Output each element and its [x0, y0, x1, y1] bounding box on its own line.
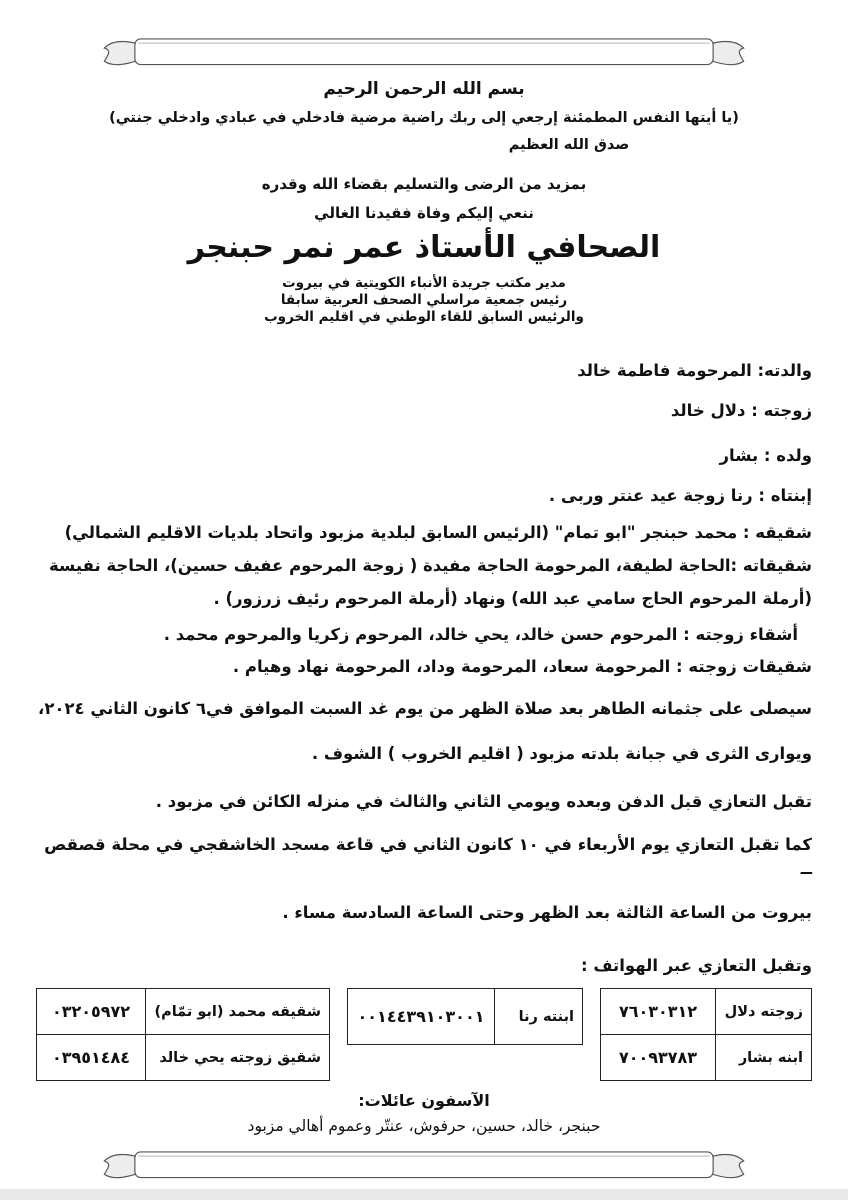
condolences-mosque-line-2: بيروت من الساعة الثالثة بعد الظهر وحتى الساعة السادسة مساء .	[282, 903, 812, 922]
sisters-line-2: (أرملة المرحوم الحاج سامي عبد الله) ونهاد (أرملة المرحوم رئيف زرزور) .	[213, 589, 812, 608]
deceased-title-2: رئيس جمعية مراسلي الصحف العربية سابقا	[280, 292, 568, 308]
sadaqa-line: صدق الله العظيم	[508, 137, 630, 153]
wife-brothers-line: أشقاء زوجته : المرحوم حسن خالد، يحي خالد، المرحوم زكريا والمرحوم محمد .	[163, 625, 798, 644]
funeral-prayer-line-2: ويوارى الثرى في جبانة بلدته مزبود ( اقليم الخروب ) الشوف .	[311, 744, 812, 763]
table-row	[37, 989, 330, 1035]
sisters-line-1: شقيقاته :الحاجة لطيفة، المرحومة الحاجة مفيدة ( زوجة المرحوم عفيف حسين)، الحاجة نفيسة	[49, 556, 812, 575]
families-heading: الآسفون عائلات:	[358, 1091, 490, 1110]
phone-label: ابنه بشار	[716, 1035, 812, 1081]
quran-verse-line: (يا أيتها النفس المطمئنة إرجعي إلى ربك راضية مرضية فادخلي في عبادي وادخلي جنتي)	[109, 110, 739, 126]
phone-tables-row	[36, 988, 812, 1081]
scroll-banner-icon	[34, 1147, 814, 1185]
phones-heading: وتقبل التعازي عبر الهواتف :	[581, 956, 812, 975]
phone-table-brother	[36, 988, 330, 1081]
mother-line: والدته: المرحومة فاطمة خالد	[577, 361, 812, 380]
table-row	[348, 989, 583, 1045]
phone-number: ٠٣٩٥١٤٨٤	[37, 1035, 146, 1081]
basmala-line: بسم الله الرحمن الرحيم	[323, 79, 525, 99]
phone-number: ٧٦٠٣٠٣١٢	[601, 989, 716, 1035]
phone-label: شقيقه محمد (ابو تمّام)	[146, 989, 330, 1035]
phone-label: شقيق زوجته يحي خالد	[146, 1035, 330, 1081]
condolence-intro-line-1: بمزيد من الرضى والتسليم بقضاء الله وقدره	[261, 175, 587, 193]
table-row	[601, 989, 812, 1035]
scroll-banner-bottom	[0, 1147, 848, 1189]
deceased-title-1: مدير مكتب جريدة الأنباء الكويتية في بيروت	[282, 275, 566, 291]
scroll-banner-top	[0, 34, 848, 76]
table-row	[601, 1035, 812, 1081]
wife-sisters-line: شقيقات زوجته : المرحومة سعاد، المرحومة وداد، المرحومة نهاد وهيام .	[232, 657, 812, 676]
families-line: حبنجر، خالد، حسين، حرفوش، عنتّر وعموم أهالي مزبود	[247, 1117, 601, 1135]
son-line: ولده : بشار	[719, 446, 812, 465]
phone-label: زوجته دلال	[716, 989, 812, 1035]
deceased-titles	[36, 275, 812, 326]
table-row	[37, 1035, 330, 1081]
condolences-mosque-line-1: كما تقبل التعازي يوم الأربعاء في ١٠ كانون الثاني في قاعة مسجد الخاشقجي في محلة قصقص ــ	[44, 835, 812, 878]
phone-number: ٧٠٠٩٣٧٨٣	[601, 1035, 716, 1081]
phone-table-wife-son	[600, 988, 812, 1081]
deceased-title-3: والرئيس السابق للقاء الوطني في اقليم الخروب	[264, 309, 584, 325]
wife-line: زوجته : دلال خالد	[670, 401, 812, 420]
page-bottom-edge	[0, 1189, 848, 1200]
daughters-line: إبنتاه : رنا زوجة عيد عنتر وربى .	[548, 486, 812, 505]
brother-line: شقيقه : محمد حبنجر "ابو تمام" (الرئيس السابق لبلدية مزبود واتحاد بلديات الاقليم الشمالي)	[64, 523, 812, 542]
deceased-name: الصحافي الأستاذ عمر نمر حبنجر	[187, 230, 661, 265]
phone-label: ابنته رنا	[495, 989, 583, 1045]
condolence-intro-line-2: ننعي إليكم وفاة فقيدنا الغالي	[314, 204, 534, 222]
phone-number: ٠٠١٤٤٣٩١٠٣٠٠١	[348, 989, 495, 1045]
funeral-prayer-line-1: سيصلى على جثمانه الطاهر بعد صلاة الظهر من يوم غد السبت الموافق في٦ كانون الثاني ٢٠٢٤،	[38, 699, 812, 718]
phone-number: ٠٣٢٠٥٩٧٢	[37, 989, 146, 1035]
phone-table-daughter	[347, 988, 583, 1045]
condolences-home-line: تقبل التعازي قبل الدفن وبعده ويومي الثاني والثالث في منزله الكائن في مزبود .	[155, 792, 812, 811]
scroll-banner-icon	[34, 34, 814, 72]
